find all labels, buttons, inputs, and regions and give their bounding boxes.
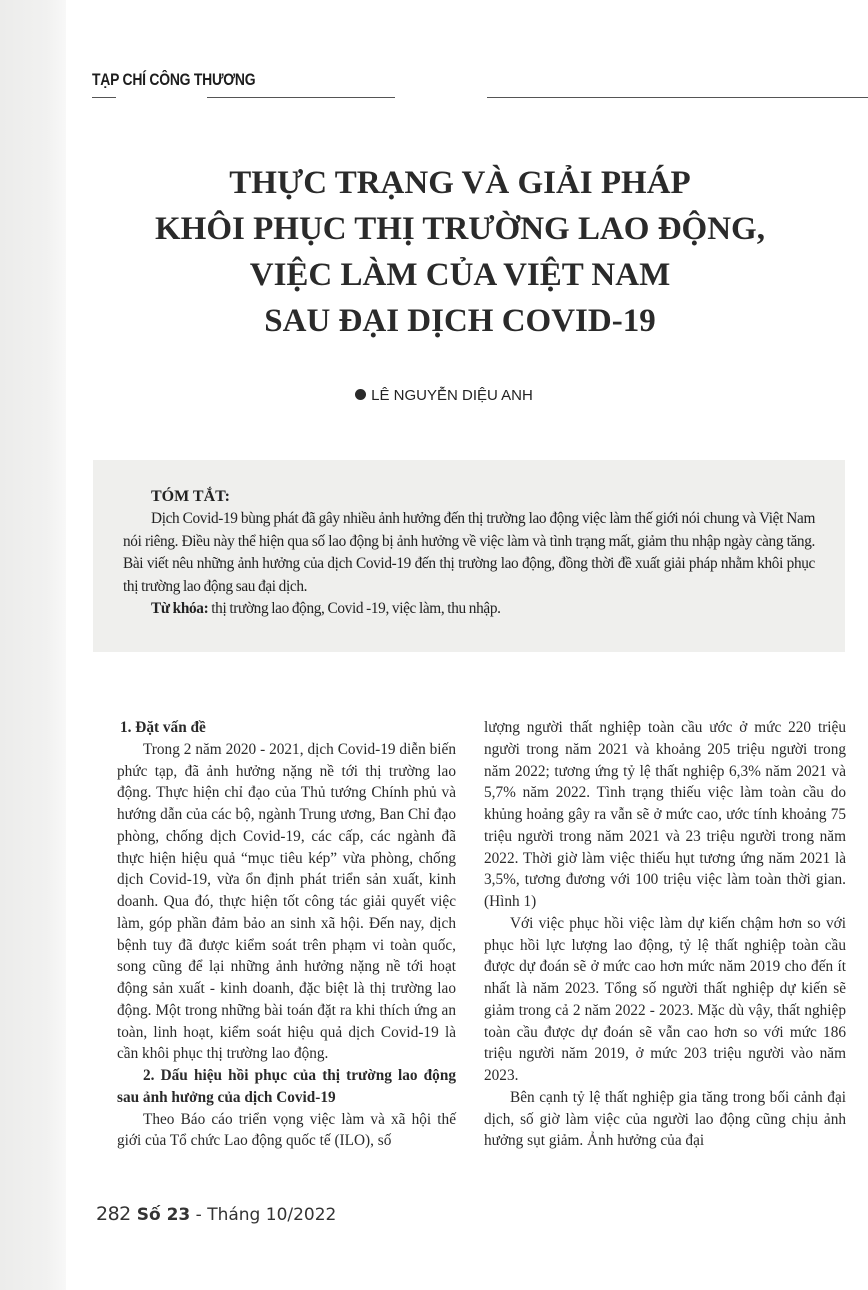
bullet-icon xyxy=(355,389,366,400)
abstract-box xyxy=(93,460,845,652)
paragraph: Theo Báo cáo triển vọng việc làm và xã hội thế giới của Tổ chức Lao động quốc tế (ILO), số xyxy=(117,1110,456,1150)
issue-number: Số 23 xyxy=(136,1205,191,1225)
title-line: VIỆC LÀM CỦA VIỆT NAM xyxy=(249,257,671,293)
paragraph: Với việc phục hồi việc làm dự kiến chậm hơn so với phục hồi lực lượng lao động, tỷ lệ thất nghiệp toàn cầu được dự đoán sẽ ở mức cao hơn mức năm 2019 cho đến ít nhất là năm 2023. Tổng số người thất nghiệp dự kiến sẽ giảm trong cả 2 năm 2022 - 2023. Mặc dù vậy, thất nghiệp toàn cầu được dự đoán sẽ vẫn cao hơn so với mức 186 triệu người năm 2019, ở mức 203 triệu người vào năm 2023. xyxy=(484,914,846,1084)
article-title xyxy=(120,160,800,344)
keywords xyxy=(123,598,815,621)
abstract-heading: TÓM TẮT: xyxy=(151,488,230,505)
journal-name: TẠP CHÍ CÔNG THƯƠNG xyxy=(92,70,256,89)
header-rule-left xyxy=(92,97,116,98)
title-line: SAU ĐẠI DỊCH COVID-19 xyxy=(264,303,656,339)
author-byline xyxy=(0,387,868,404)
author-name: LÊ NGUYỄN DIỆU ANH xyxy=(371,387,533,404)
paragraph: Bên cạnh tỷ lệ thất nghiệp gia tăng trong bối cảnh đại dịch, số giờ làm việc của người lao động cũng chịu ảnh hưởng sụt giảm. Ảnh hưởng của đại xyxy=(484,1088,846,1150)
header-rule-right xyxy=(487,97,868,98)
paragraph: Trong 2 năm 2020 - 2021, dịch Covid-19 diễn biến phức tạp, đã ảnh hưởng nặng nề tới thị trường lao động. Thực hiện chỉ đạo của Thủ tướng Chính phủ và hướng dẫn của các bộ, ngành Trung ương, Ban Chỉ đạo phòng, chống dịch Covid-19, các cấp, các ngành đã thực hiện hiệu quả “mục tiêu kép” vừa phòng, chống dịch Covid-19, vừa ổn định phát triển sản xuất, kinh doanh. Qua đó, thực hiện tốt công tác giải quyết việc làm, góp phần đảm bảo an sinh xã hội. Đến nay, dịch bệnh tuy đã được kiểm soát trên phạm vi toàn quốc, song cũng để lại những ảnh hưởng nặng nề tới hoạt động sản xuất - kinh doanh, đặc biệt là thị trường lao động. Một trong những bài toán đặt ra khi thích ứng an toàn, linh hoạt, kiểm soát hiệu quả dịch Covid-19 là cần khôi phục thị trường lao động. xyxy=(117,740,456,1063)
paragraph: lượng người thất nghiệp toàn cầu ước ở mức 220 triệu người trong năm 2021 và khoảng 205 triệu người trong năm 2022; tương ứng tỷ lệ thất nghiệp 6,3% năm 2021 và 5,7% năm 2022. Tình trạng thiếu việc làm toàn cầu do khủng hoảng gây ra vẫn sẽ ở mức cao, ước tính khoảng 75 triệu người trong năm 2021 và 23 triệu người trong năm 2022. Thời giờ làm việc thiếu hụt tương ứng năm 2021 là 3,5%, tương đương với 100 triệu việc làm toàn thời gian. (Hình 1) xyxy=(484,719,846,910)
body-column-right xyxy=(484,717,846,1152)
keywords-label: Từ khóa: xyxy=(151,600,209,617)
page-footer xyxy=(96,1203,336,1225)
page-margin-strip xyxy=(0,0,66,1290)
issue-date: - Tháng 10/2022 xyxy=(190,1205,337,1225)
abstract-body: Dịch Covid-19 bùng phát đã gây nhiều ảnh hưởng đến thị trường lao động việc làm thế giới nói chung và Việt Nam nói riêng. Điều này thể hiện qua số lao động bị ảnh hưởng về việc làm và tình trạng mất, giảm thu nhập ngày càng tăng. Bài viết nêu những ảnh hưởng của dịch Covid-19 đến thị trường lao động, đồng thời đề xuất giải pháp nhằm khôi phục thị trường lao động sau đại dịch. xyxy=(123,510,815,595)
title-line: THỰC TRẠNG VÀ GIẢI PHÁP xyxy=(229,165,691,201)
section-heading: 2. Dấu hiệu hồi phục của thị trường lao động sau ảnh hưởng của dịch Covid-19 xyxy=(117,1067,456,1106)
title-line: KHÔI PHỤC THỊ TRƯỜNG LAO ĐỘNG, xyxy=(155,211,765,247)
page-number: 282 xyxy=(96,1203,131,1225)
keywords-list: thị trường lao động, Covid -19, việc làm, thu nhập. xyxy=(208,600,501,617)
section-heading: 1. Đặt vấn đề xyxy=(120,719,206,736)
body-column-left xyxy=(117,717,456,1152)
header-rule-middle xyxy=(207,97,395,98)
